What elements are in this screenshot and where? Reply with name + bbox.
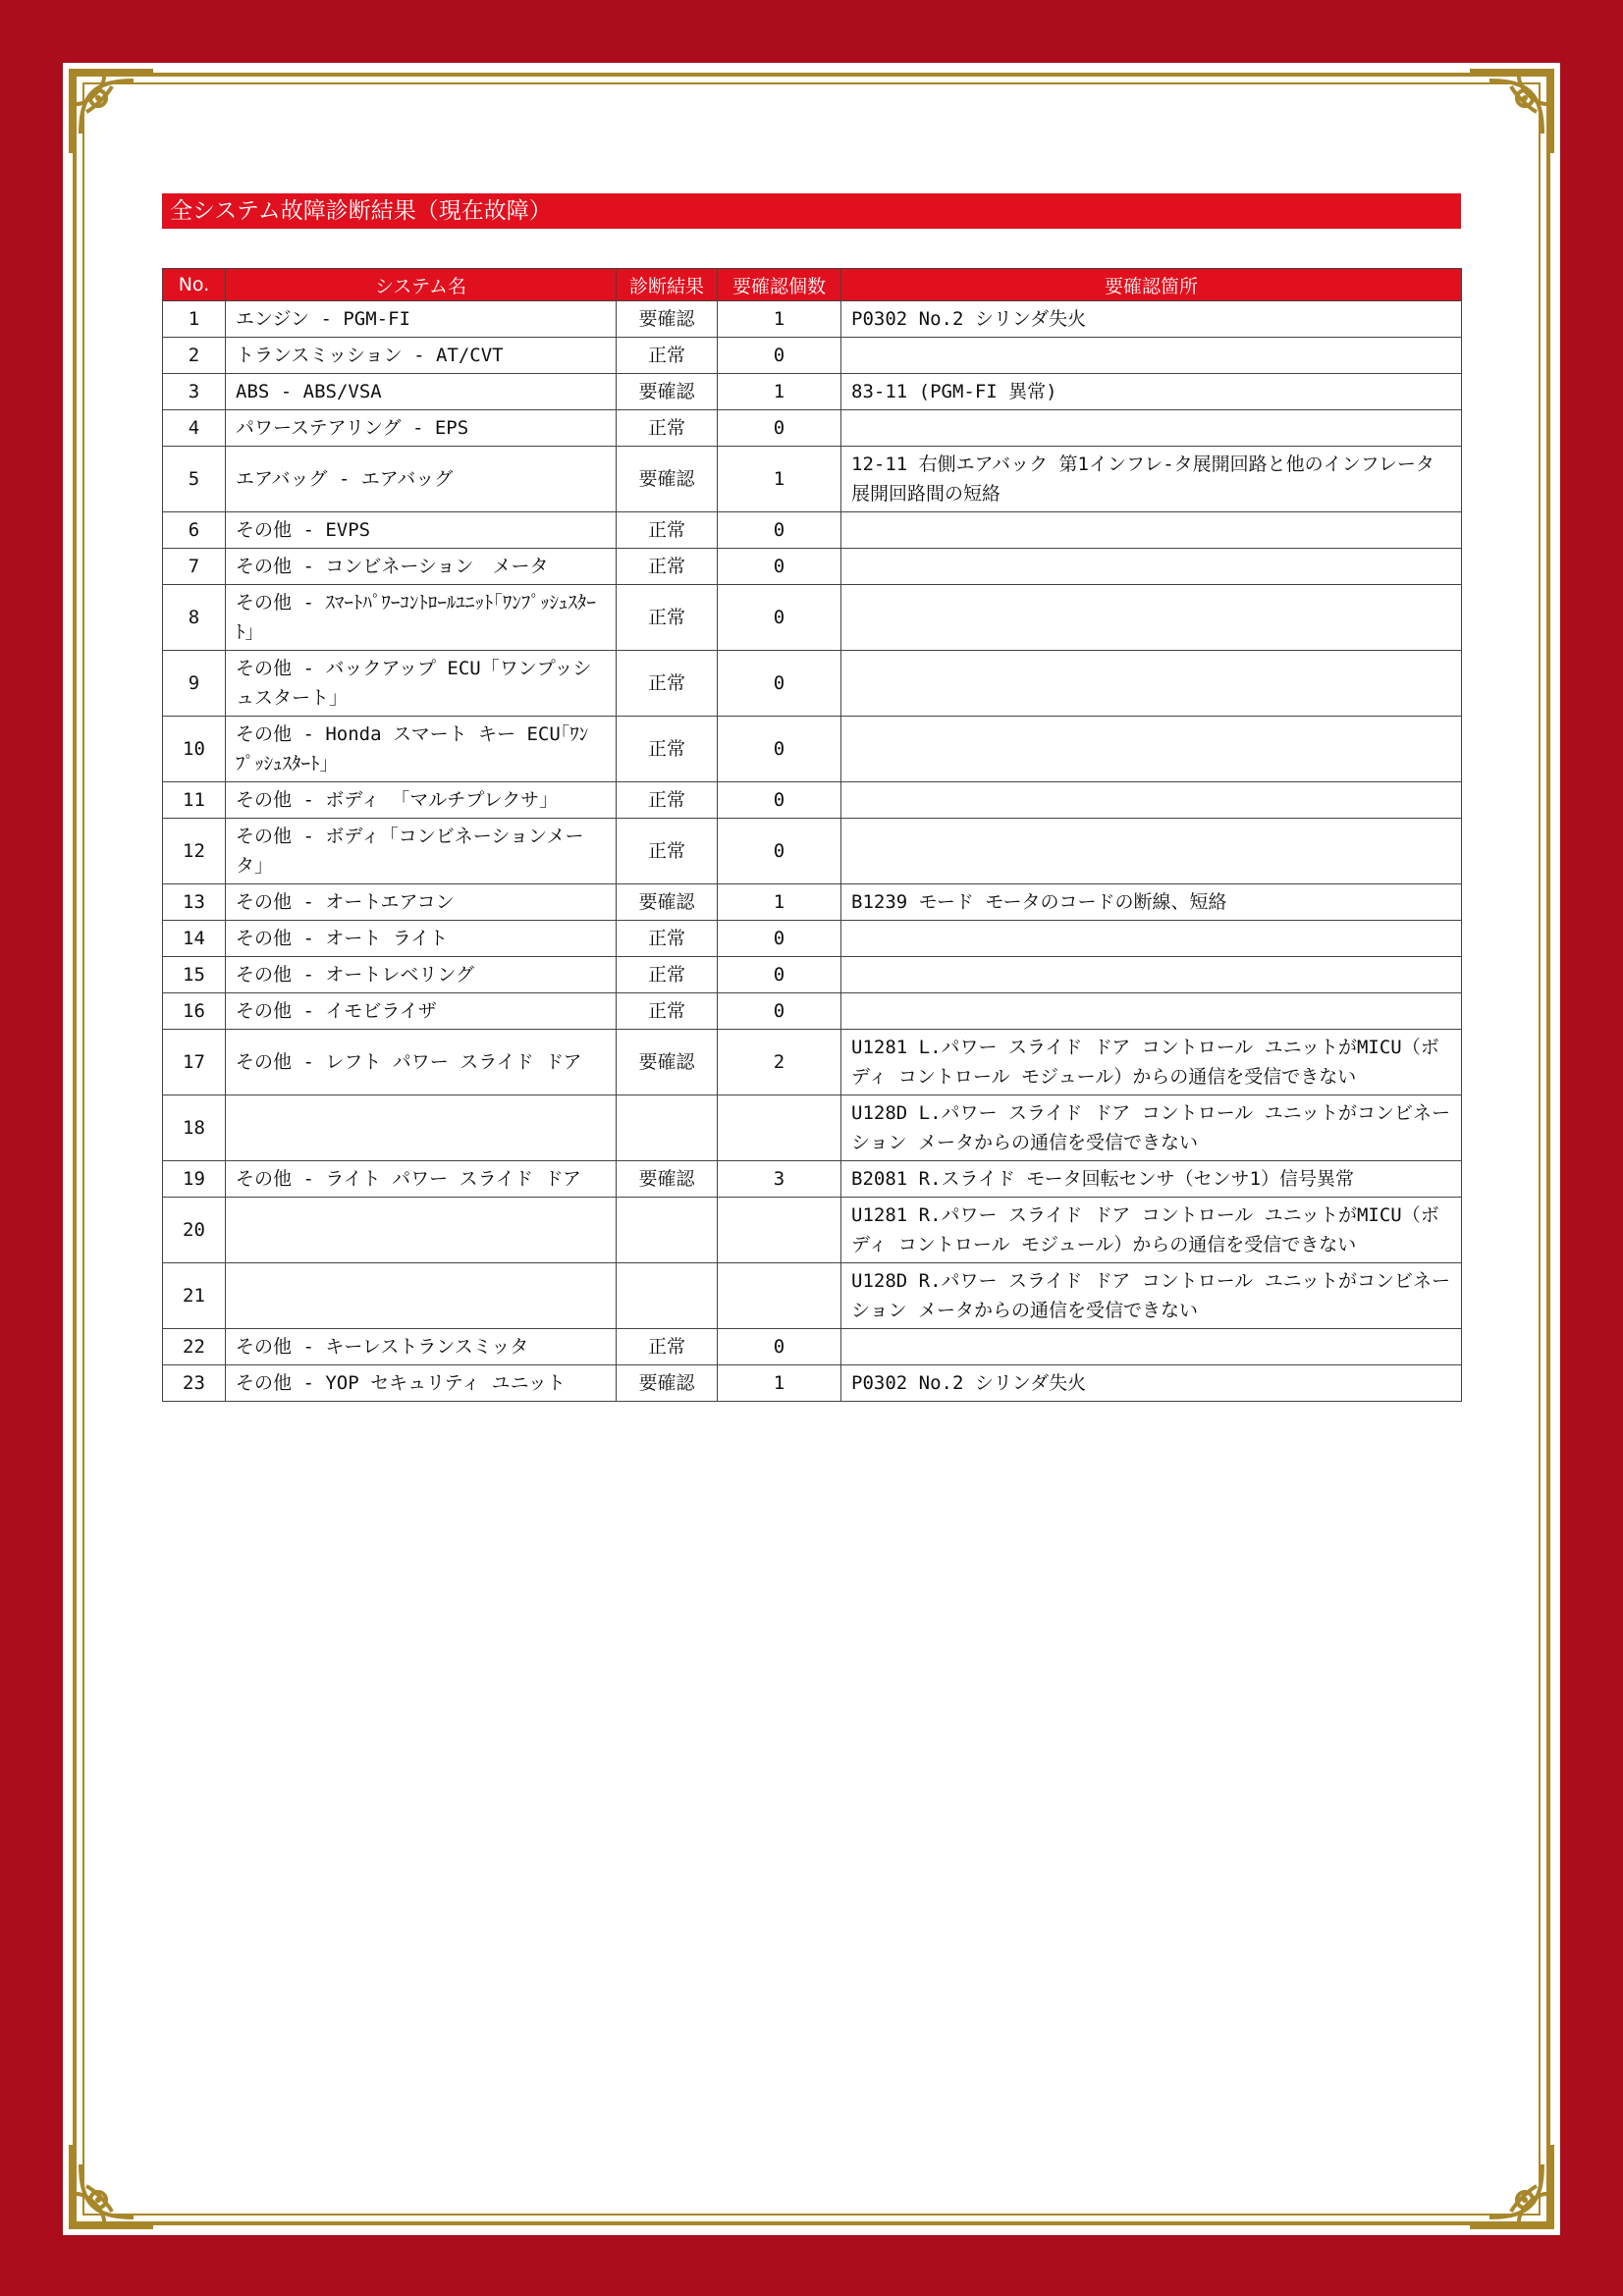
system-name <box>226 1263 617 1329</box>
header-count: 要確認個数 <box>718 269 841 301</box>
row-number: 15 <box>163 957 226 993</box>
diagnosis-result: 要確認 <box>617 1030 718 1095</box>
check-detail <box>841 819 1462 884</box>
check-count <box>718 1263 841 1329</box>
table-row <box>163 651 1462 717</box>
corner-ornament-icon <box>65 65 159 159</box>
header-system-name: システム名 <box>226 269 617 301</box>
diagnosis-result: 正常 <box>617 410 718 447</box>
table-row <box>163 301 1462 338</box>
table-row <box>163 921 1462 957</box>
header-no: No. <box>163 269 226 301</box>
diagnosis-result: 正常 <box>617 651 718 717</box>
check-detail <box>841 549 1462 585</box>
row-number: 23 <box>163 1365 226 1402</box>
diagnosis-result: 要確認 <box>617 374 718 410</box>
check-count: 0 <box>718 993 841 1030</box>
system-name: その他 - キーレストランスミッタ <box>226 1329 617 1365</box>
check-count: 0 <box>718 651 841 717</box>
check-detail <box>841 651 1462 717</box>
check-detail <box>841 338 1462 374</box>
table-row <box>163 993 1462 1030</box>
diagnosis-result: 正常 <box>617 338 718 374</box>
row-number: 16 <box>163 993 226 1030</box>
system-name: その他 - コンビネーション メータ <box>226 549 617 585</box>
diagnosis-result: 要確認 <box>617 1365 718 1402</box>
diagnosis-table <box>162 268 1462 1402</box>
diagnosis-result: 正常 <box>617 819 718 884</box>
row-number: 11 <box>163 782 226 819</box>
row-number: 21 <box>163 1263 226 1329</box>
diagnosis-result: 要確認 <box>617 884 718 921</box>
row-number: 1 <box>163 301 226 338</box>
corner-ornament-icon <box>1464 2139 1558 2233</box>
check-detail <box>841 921 1462 957</box>
diagnosis-result <box>617 1263 718 1329</box>
row-number: 20 <box>163 1198 226 1263</box>
check-detail: U1281 R.パワー スライド ドア コントロール ユニットがMICU（ボディ コントロール モジュール）からの通信を受信できない <box>841 1198 1462 1263</box>
check-count: 0 <box>718 512 841 549</box>
row-number: 13 <box>163 884 226 921</box>
row-number: 18 <box>163 1095 226 1161</box>
system-name: その他 - イモビライザ <box>226 993 617 1030</box>
diagnosis-result: 正常 <box>617 717 718 782</box>
check-count: 0 <box>718 549 841 585</box>
diagnosis-result: 正常 <box>617 957 718 993</box>
section-title: 全システム故障診断結果（現在故障） <box>162 193 1461 229</box>
check-detail <box>841 717 1462 782</box>
system-name: その他 - レフト パワー スライド ドア <box>226 1030 617 1095</box>
diagnosis-result: 要確認 <box>617 447 718 512</box>
check-detail <box>841 1329 1462 1365</box>
check-count <box>718 1095 841 1161</box>
system-name <box>226 1095 617 1161</box>
table-row <box>163 1095 1462 1161</box>
table-row <box>163 585 1462 651</box>
system-name <box>226 1198 617 1263</box>
table-row <box>163 782 1462 819</box>
row-number: 9 <box>163 651 226 717</box>
row-number: 8 <box>163 585 226 651</box>
table-row <box>163 447 1462 512</box>
system-name: その他 - バックアップ ECU「ワンプッシュスタート」 <box>226 651 617 717</box>
check-count: 0 <box>718 957 841 993</box>
diagnosis-result: 正常 <box>617 512 718 549</box>
check-count: 1 <box>718 374 841 410</box>
table-row <box>163 957 1462 993</box>
row-number: 4 <box>163 410 226 447</box>
check-detail: P0302 No.2 シリンダ失火 <box>841 1365 1462 1402</box>
row-number: 14 <box>163 921 226 957</box>
header-detail: 要確認箇所 <box>841 269 1462 301</box>
system-name: その他 - ｽﾏｰﾄﾊﾟﾜｰｺﾝﾄﾛｰﾙﾕﾆｯﾄ｢ﾜﾝﾌﾟｯｼｭｽﾀｰﾄ｣ <box>226 585 617 651</box>
check-detail <box>841 993 1462 1030</box>
table-row <box>163 819 1462 884</box>
corner-ornament-icon <box>1464 65 1558 159</box>
table-row <box>163 549 1462 585</box>
check-detail <box>841 957 1462 993</box>
row-number: 12 <box>163 819 226 884</box>
table-row <box>163 338 1462 374</box>
diagnosis-result: 正常 <box>617 782 718 819</box>
check-count: 0 <box>718 782 841 819</box>
check-count: 0 <box>718 819 841 884</box>
diagnosis-result: 正常 <box>617 549 718 585</box>
system-name: その他 - オートエアコン <box>226 884 617 921</box>
check-detail: P0302 No.2 シリンダ失火 <box>841 301 1462 338</box>
table-row <box>163 1030 1462 1095</box>
check-count: 0 <box>718 921 841 957</box>
header-result: 診断結果 <box>617 269 718 301</box>
check-detail: B2081 R.スライド モータ回転センサ（センサ1）信号異常 <box>841 1161 1462 1198</box>
check-count: 0 <box>718 338 841 374</box>
system-name: エンジン - PGM-FI <box>226 301 617 338</box>
row-number: 10 <box>163 717 226 782</box>
check-count: 0 <box>718 585 841 651</box>
table-row <box>163 1365 1462 1402</box>
diagnosis-result: 要確認 <box>617 1161 718 1198</box>
check-detail: U128D R.パワー スライド ドア コントロール ユニットがコンビネーション メータからの通信を受信できない <box>841 1263 1462 1329</box>
table-row <box>163 1198 1462 1263</box>
diagnosis-result: 要確認 <box>617 301 718 338</box>
check-count: 0 <box>718 717 841 782</box>
corner-ornament-icon <box>65 2139 159 2233</box>
check-detail: 12-11 右側エアバック 第1インフレ-タ展開回路と他のインフレータ展開回路間の短絡 <box>841 447 1462 512</box>
system-name: その他 - ボディ「コンビネーションメータ」 <box>226 819 617 884</box>
system-name: その他 - オート ライト <box>226 921 617 957</box>
system-name: パワーステアリング - EPS <box>226 410 617 447</box>
table-row <box>163 374 1462 410</box>
table-body <box>163 301 1462 1402</box>
row-number: 17 <box>163 1030 226 1095</box>
table-header-row <box>163 269 1462 301</box>
check-detail: U128D L.パワー スライド ドア コントロール ユニットがコンビネーション メータからの通信を受信できない <box>841 1095 1462 1161</box>
system-name: ABS - ABS/VSA <box>226 374 617 410</box>
row-number: 2 <box>163 338 226 374</box>
check-count: 1 <box>718 447 841 512</box>
row-number: 3 <box>163 374 226 410</box>
table-row <box>163 717 1462 782</box>
check-detail: 83-11 (PGM-FI 異常) <box>841 374 1462 410</box>
row-number: 5 <box>163 447 226 512</box>
table-row <box>163 1329 1462 1365</box>
check-count: 0 <box>718 410 841 447</box>
system-name: その他 - EVPS <box>226 512 617 549</box>
system-name: その他 - ボディ 「マルチプレクサ」 <box>226 782 617 819</box>
system-name: その他 - YOP セキュリティ ユニット <box>226 1365 617 1402</box>
check-detail <box>841 410 1462 447</box>
check-count: 1 <box>718 301 841 338</box>
system-name: その他 - ライト パワー スライド ドア <box>226 1161 617 1198</box>
table-row <box>163 410 1462 447</box>
diagnosis-result: 正常 <box>617 1329 718 1365</box>
diagnosis-result: 正常 <box>617 993 718 1030</box>
check-detail <box>841 512 1462 549</box>
check-count <box>718 1198 841 1263</box>
check-detail: B1239 モード モータのコードの断線、短絡 <box>841 884 1462 921</box>
check-count: 3 <box>718 1161 841 1198</box>
check-detail <box>841 585 1462 651</box>
system-name: その他 - Honda スマート キー ECU｢ﾜﾝﾌﾟｯｼｭｽﾀｰﾄ｣ <box>226 717 617 782</box>
table-row <box>163 1263 1462 1329</box>
row-number: 22 <box>163 1329 226 1365</box>
check-detail <box>841 782 1462 819</box>
table-row <box>163 884 1462 921</box>
check-count: 2 <box>718 1030 841 1095</box>
diagnosis-result: 正常 <box>617 921 718 957</box>
diagnosis-result <box>617 1198 718 1263</box>
table-row <box>163 1161 1462 1198</box>
system-name: トランスミッション - AT/CVT <box>226 338 617 374</box>
system-name: エアバッグ - エアバッグ <box>226 447 617 512</box>
system-name: その他 - オートレベリング <box>226 957 617 993</box>
check-count: 0 <box>718 1329 841 1365</box>
row-number: 19 <box>163 1161 226 1198</box>
check-detail: U1281 L.パワー スライド ドア コントロール ユニットがMICU（ボディ コントロール モジュール）からの通信を受信できない <box>841 1030 1462 1095</box>
check-count: 1 <box>718 884 841 921</box>
row-number: 7 <box>163 549 226 585</box>
check-count: 1 <box>718 1365 841 1402</box>
diagnosis-result: 正常 <box>617 585 718 651</box>
row-number: 6 <box>163 512 226 549</box>
diagnosis-result <box>617 1095 718 1161</box>
table-row <box>163 512 1462 549</box>
